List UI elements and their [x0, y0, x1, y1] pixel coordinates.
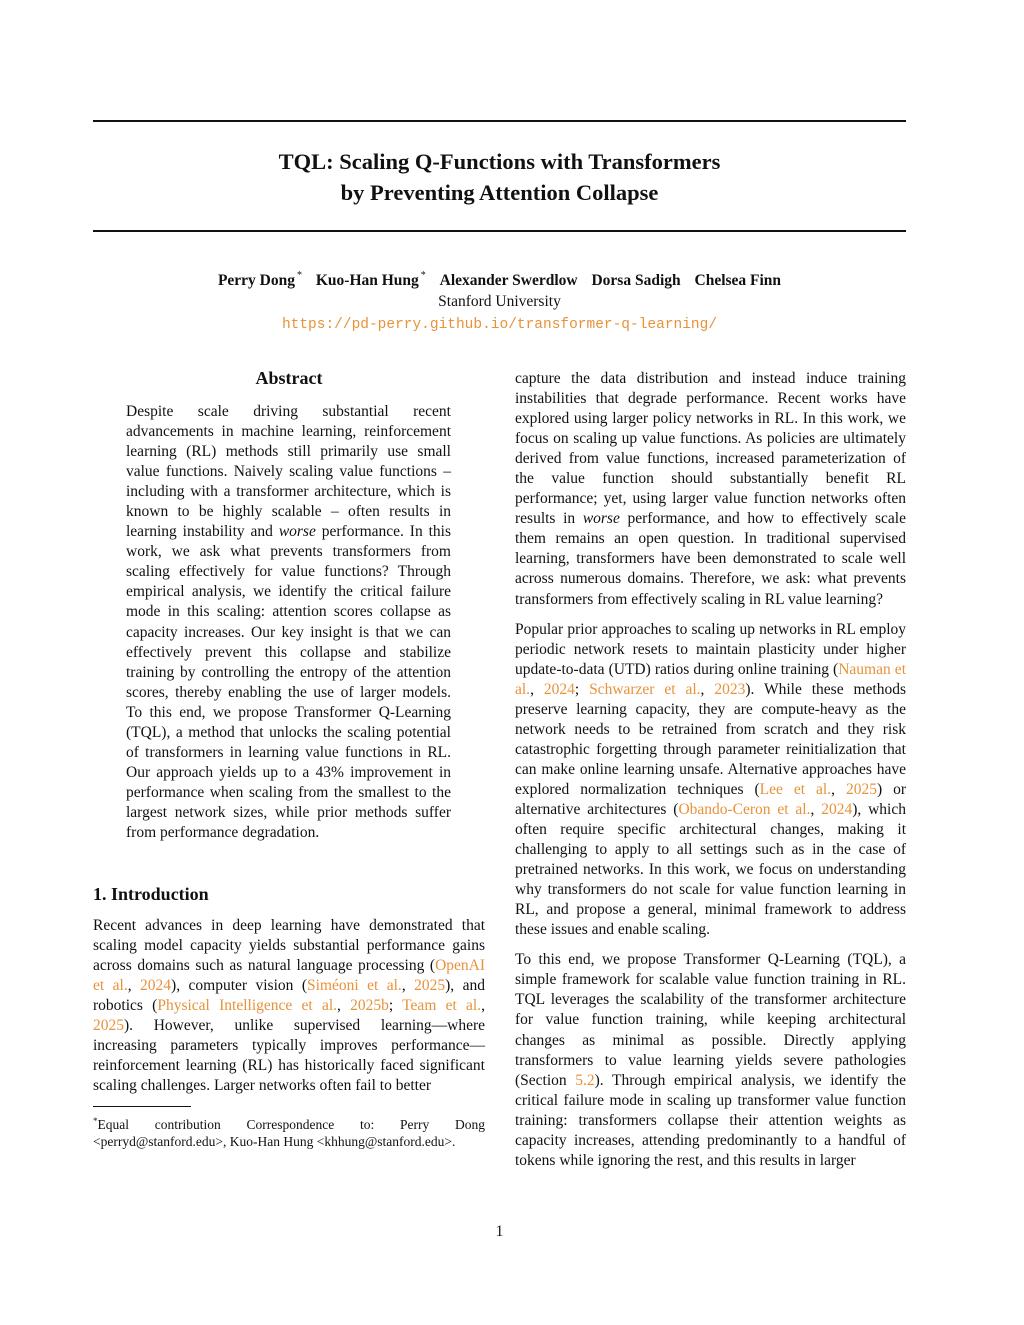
right-column [515, 369, 906, 1171]
title-top-rule [93, 120, 906, 122]
project-url-link[interactable]: https://pd-perry.github.io/transformer-q-learning/ [281, 317, 718, 333]
author: Perry Dong * [217, 270, 302, 289]
citation-link[interactable]: Team et al. [402, 997, 482, 1015]
intro-paragraph-2: Popular prior approaches to scaling up networks in RL employ periodic network resets to maintain plasticity under higher update-to-data (UTD) ratios during online training (Nauman et al., 2024; Schwarzer et al., 2023). While these methods preserve learning capacity, they are compute-heavy as the network needs to be retrained from scratch and they risk catastrophic forgetting through parameter reinitialization that can make online learning unsafe. Alternative approaches have explored normalization techniques (Lee et al., 2025) or alternative architectures (Obando-Ceron et al., 2024), which often require specific architectural changes, making it challenging to apply to all settings such as in the case of pretrained networks. In this work, we focus on understanding why transformers do not scale for value function learning in RL, and propose a general, minimal framework to address these issues and enable scaling. [515, 620, 907, 939]
intro-paragraph-1: Recent advances in deep learning have demonstrated that scaling model capacity yields substantial performance gains across domains such as natural language processing (OpenAI et al., 2024), computer vision (Siméoni et al., 2025), and robotics (Physical Intelligence et al., 2025b; Team et al., 2025). However, unlike supervised learning—where increasing parameters typically improves performance—reinforcement learning (RL) has historically faced significant scaling challenges. Larger networks often fail to better [93, 917, 486, 1095]
section-heading-introduction: 1. Introduction [93, 884, 209, 905]
citation-link[interactable]: Obando-Ceron et al. [678, 800, 811, 818]
citation-link[interactable]: 2023 [714, 680, 746, 698]
citation-link[interactable]: Lee et al. [759, 780, 832, 798]
intro-paragraph-3: To this end, we propose Transformer Q-Learning (TQL), a simple framework for scalable value function training in RL. TQL leverages the scalability of the transformer architecture for value function training, while keeping architectural changes as minimal as possible. Directly applying transformers to value learning yields severe pathologies (Section 5.2). Through empirical analysis, we identify the critical failure mode in scaling up transformer value function training: transformers collapse their attention weights as capacity increases, attending predominantly to a handful of tokens while ignoring the rest, and this results in larger [515, 951, 906, 1169]
citation-link[interactable]: 2024 [543, 680, 575, 698]
section-link[interactable]: 5.2 [575, 1071, 595, 1089]
footnote-rule [93, 1106, 191, 1107]
citation-link[interactable]: 2025 [414, 977, 446, 995]
author: Dorsa Sadigh [591, 272, 681, 289]
paper-title [93, 146, 906, 208]
citation-link[interactable]: OpenAI et al. [93, 957, 485, 995]
title-line-1: TQL: Scaling Q-Functions with Transformers [278, 149, 721, 174]
author: Kuo-Han Hung * [315, 270, 426, 289]
affiliation: Stanford University [438, 293, 561, 310]
citation-link[interactable]: 2025 [845, 780, 877, 798]
author: Chelsea Finn [694, 272, 782, 289]
left-column [93, 366, 485, 1150]
citation-link[interactable]: 2024 [821, 800, 853, 818]
citation-link[interactable]: Siméoni et al. [307, 977, 402, 995]
title-line-2: by Preventing Attention Collapse [340, 180, 659, 205]
author: Alexander Swerdlow [439, 272, 578, 289]
author-list [93, 265, 906, 292]
citation-link[interactable]: 2024 [140, 977, 172, 995]
footnote: *Equal contribution Correspondence to: Perry Dong <perryd@stanford.edu>, Kuo-Han Hung <khhung@stanford.edu>. [93, 1116, 485, 1150]
citation-link[interactable]: Nauman et al. [515, 660, 906, 698]
page-number: 1 [495, 1223, 504, 1240]
abstract-body: Despite scale driving substantial recent advancements in machine learning, reinforcement learning (RL) methods still primarily use small value functions. Naively scaling value functions – including with a transformer architecture, which is known to be highly scalable – often results in learning instability and worse performance. In this work, we ask what prevents transformers from scaling effectively for value functions? Through empirical analysis, we identify the critical failure mode in this scaling: attention scores collapse as capacity increases. Our key insight is that we can effectively prevent this collapse and stabilize training by controlling the entropy of the attention scores, thereby enabling the use of larger models. To this end, we propose Transformer Q-Learning (TQL), a method that unlocks the scaling potential of transformers in learning value functions in RL. Our approach yields up to a 43% improvement in performance when scaling from the smallest to the largest network sizes, while prior methods suffer from performance degradation. [126, 403, 451, 841]
title-bottom-rule [93, 230, 906, 232]
citation-link[interactable]: 2025 [93, 1017, 124, 1035]
abstract-heading: Abstract [255, 368, 323, 388]
intro-paragraph-1-continued: capture the data distribution and instead induce training instabilities that degrade performance. Recent works have explored using larger policy networks in RL. In this work, we focus on scaling up value functions. As policies are ultimately derived from value functions, increased parameterization of the value function should substantially benefit RL performance; yet, using larger value function networks often results in worse performance, and how to effectively scale them remains an open question. In traditional supervised learning, transformers have been demonstrated to scale well across numerous domains. Therefore, we ask: what prevents transformers from effectively scaling in RL value learning? [515, 370, 906, 608]
citation-link[interactable]: Schwarzer et al. [589, 680, 701, 698]
citation-link[interactable]: Physical Intelligence et al. [157, 997, 338, 1015]
citation-link[interactable]: 2025b [350, 997, 389, 1015]
